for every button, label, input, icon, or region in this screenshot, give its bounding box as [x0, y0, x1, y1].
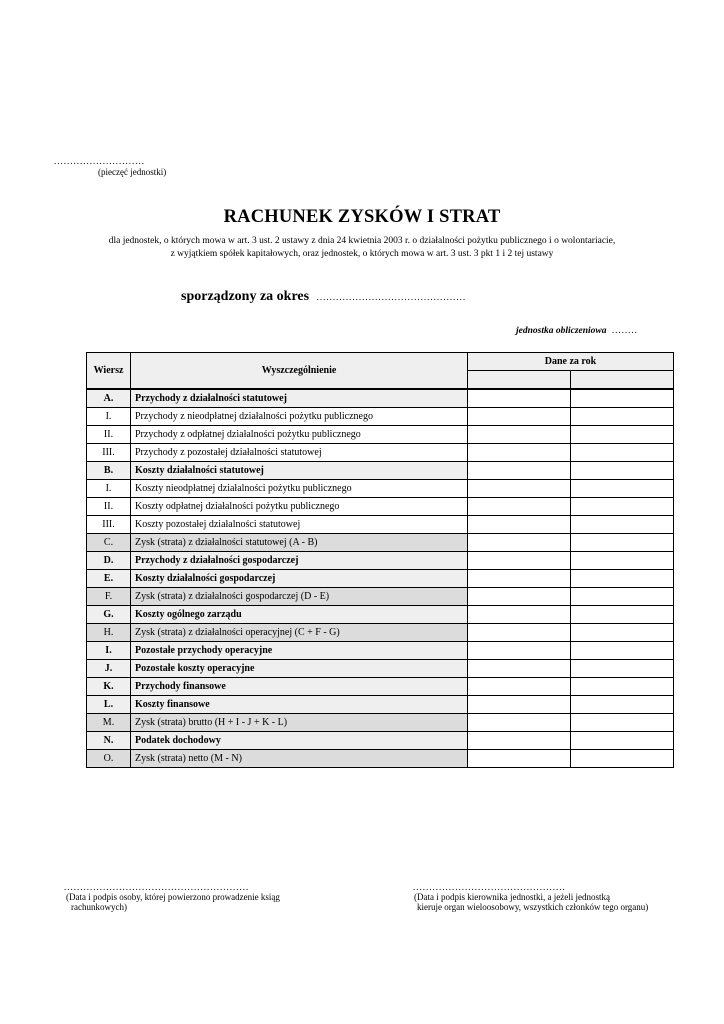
row-id: II. [87, 426, 131, 444]
table-body [87, 389, 674, 768]
table-row [87, 462, 674, 480]
row-description: Koszty działalności statutowej [131, 462, 468, 480]
table-row [87, 606, 674, 624]
row-id: G. [87, 606, 131, 624]
header-year-1-cell[interactable] [468, 371, 571, 390]
row-description: Zysk (strata) z działalności gospodarczej (D - E) [131, 588, 468, 606]
table-row [87, 696, 674, 714]
row-description: Przychody z działalności gospodarczej [131, 552, 468, 570]
table-row [87, 750, 674, 768]
row-value-year-1[interactable] [468, 462, 571, 480]
row-value-year-2[interactable] [571, 444, 674, 462]
row-id: O. [87, 750, 131, 768]
row-value-year-1[interactable] [468, 606, 571, 624]
row-description: Podatek dochodowy [131, 732, 468, 750]
row-id: K. [87, 678, 131, 696]
table-row [87, 498, 674, 516]
row-value-year-2[interactable] [571, 552, 674, 570]
unit-label: jednostka obliczeniowa [516, 326, 607, 336]
row-description: Koszty działalności gospodarczej [131, 570, 468, 588]
row-value-year-1[interactable] [468, 732, 571, 750]
row-value-year-1[interactable] [468, 660, 571, 678]
row-value-year-1[interactable] [468, 480, 571, 498]
row-description: Koszty odpłatnej działalności pożytku publicznego [131, 498, 468, 516]
row-value-year-2[interactable] [571, 588, 674, 606]
row-id: N. [87, 732, 131, 750]
row-description: Przychody finansowe [131, 678, 468, 696]
row-id: I. [87, 480, 131, 498]
row-id: C. [87, 534, 131, 552]
table-row [87, 624, 674, 642]
row-description: Koszty ogólnego zarządu [131, 606, 468, 624]
table-row [87, 678, 674, 696]
row-value-year-2[interactable] [571, 678, 674, 696]
table-row [87, 444, 674, 462]
row-description: Przychody z odpłatnej działalności pożytku publicznego [131, 426, 468, 444]
accountant-signature-line[interactable]: ......................................................... [64, 882, 250, 892]
row-description: Zysk (strata) z działalności operacyjnej (C + F - G) [131, 624, 468, 642]
row-description: Koszty finansowe [131, 696, 468, 714]
unit-input-line[interactable]: ........ [611, 325, 638, 335]
table-row [87, 588, 674, 606]
row-value-year-2[interactable] [571, 624, 674, 642]
document-title: RACHUNEK ZYSKÓW I STRAT [223, 207, 501, 227]
row-id: B. [87, 462, 131, 480]
row-description: Zysk (strata) brutto (H + I - J + K - L) [131, 714, 468, 732]
table-row [87, 426, 674, 444]
table-row [87, 516, 674, 534]
row-id: E. [87, 570, 131, 588]
row-value-year-1[interactable] [468, 408, 571, 426]
manager-signature-line[interactable]: ............................................... [413, 882, 566, 892]
row-value-year-2[interactable] [571, 750, 674, 768]
document-subtitle-line1: dla jednostek, o których mowa w art. 3 ust. 2 ustawy z dnia 24 kwietnia 2003 r. o działalności pożytku publicznego i o wolontariacie, [108, 236, 616, 246]
table-row [87, 552, 674, 570]
row-value-year-2[interactable] [571, 642, 674, 660]
header-wiersz: Wiersz [87, 353, 131, 390]
stamp-label: (pieczęć jednostki) [98, 167, 167, 177]
accountant-signature-caption-line2: rachunkowych) [71, 902, 127, 912]
unit-field [516, 326, 638, 336]
manager-signature-caption-line2: kieruje organ wieloosobowy, wszystkich członków tego organu) [417, 902, 649, 912]
row-value-year-1[interactable] [468, 696, 571, 714]
stamp-dotted-line: ............................ [54, 156, 145, 166]
period-input-line[interactable]: .............................................. [316, 292, 467, 302]
row-id: II. [87, 498, 131, 516]
accountant-signature-caption-line1: (Data i podpis osoby, której powierzono prowadzenie ksiąg [66, 892, 280, 902]
row-value-year-2[interactable] [571, 389, 674, 408]
row-value-year-1[interactable] [468, 534, 571, 552]
period-field [181, 289, 466, 305]
table-row [87, 660, 674, 678]
row-value-year-2[interactable] [571, 534, 674, 552]
row-value-year-1[interactable] [468, 570, 571, 588]
table-row [87, 570, 674, 588]
row-value-year-1[interactable] [468, 714, 571, 732]
row-id: I. [87, 408, 131, 426]
row-id: I. [87, 642, 131, 660]
row-id: H. [87, 624, 131, 642]
row-value-year-1[interactable] [468, 642, 571, 660]
row-id: D. [87, 552, 131, 570]
row-value-year-1[interactable] [468, 498, 571, 516]
table-row [87, 642, 674, 660]
row-value-year-2[interactable] [571, 570, 674, 588]
row-value-year-1[interactable] [468, 426, 571, 444]
table-row [87, 480, 674, 498]
row-id: III. [87, 444, 131, 462]
period-label: sporządzony za okres [181, 289, 310, 304]
row-value-year-1[interactable] [468, 552, 571, 570]
row-value-year-1[interactable] [468, 624, 571, 642]
row-value-year-2[interactable] [571, 606, 674, 624]
row-value-year-2[interactable] [571, 660, 674, 678]
row-description: Przychody z nieodpłatnej działalności pożytku publicznego [131, 408, 468, 426]
row-value-year-2[interactable] [571, 426, 674, 444]
row-value-year-2[interactable] [571, 732, 674, 750]
table-row [87, 714, 674, 732]
row-value-year-2[interactable] [571, 696, 674, 714]
row-value-year-1[interactable] [468, 750, 571, 768]
row-value-year-1[interactable] [468, 588, 571, 606]
row-description: Zysk (strata) z działalności statutowej (A - B) [131, 534, 468, 552]
header-description: Wyszczególnienie [131, 353, 468, 390]
table-row [87, 389, 674, 408]
row-value-year-2[interactable] [571, 714, 674, 732]
row-value-year-2[interactable] [571, 408, 674, 426]
row-description: Koszty pozostałej działalności statutowej [131, 516, 468, 534]
row-id: A. [87, 389, 131, 408]
row-value-year-2[interactable] [571, 462, 674, 480]
header-year-2-cell[interactable] [571, 371, 674, 390]
row-value-year-1[interactable] [468, 389, 571, 408]
manager-signature-caption-line1: (Data i podpis kierownika jednostki, a jeżeli jednostką [414, 892, 610, 902]
row-value-year-2[interactable] [571, 480, 674, 498]
row-description: Koszty nieodpłatnej działalności pożytku publicznego [131, 480, 468, 498]
row-id: J. [87, 660, 131, 678]
row-description: Pozostałe przychody operacyjne [131, 642, 468, 660]
row-description: Przychody z pozostałej działalności statutowej [131, 444, 468, 462]
row-value-year-2[interactable] [571, 516, 674, 534]
document-subtitle-line2: z wyjątkiem spółek kapitałowych, oraz jednostek, o których mowa w art. 3 ust. 3 pkt 1 i 2 tej ustawy [170, 249, 554, 259]
row-value-year-1[interactable] [468, 516, 571, 534]
row-value-year-1[interactable] [468, 678, 571, 696]
row-value-year-2[interactable] [571, 498, 674, 516]
row-description: Przychody z działalności statutowej [131, 389, 468, 408]
row-id: M. [87, 714, 131, 732]
row-id: III. [87, 516, 131, 534]
header-data-for-year: Dane za rok [468, 353, 674, 371]
table-row [87, 732, 674, 750]
row-value-year-1[interactable] [468, 444, 571, 462]
row-id: F. [87, 588, 131, 606]
table-row [87, 534, 674, 552]
row-id: L. [87, 696, 131, 714]
row-description: Pozostałe koszty operacyjne [131, 660, 468, 678]
table-row [87, 408, 674, 426]
row-description: Zysk (strata) netto (M - N) [131, 750, 468, 768]
income-statement-table [86, 352, 674, 768]
